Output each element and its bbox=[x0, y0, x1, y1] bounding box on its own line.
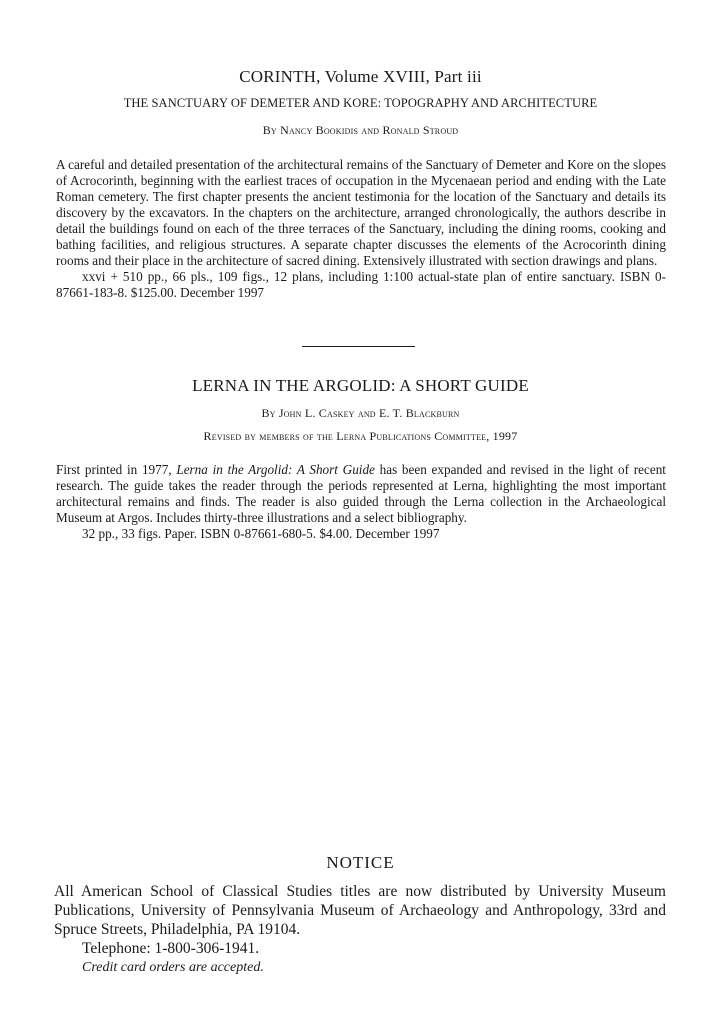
notice-title: NOTICE bbox=[326, 853, 395, 872]
lerna-title: LERNA IN THE ARGOLID: A SHORT GUIDE bbox=[192, 376, 529, 395]
lerna-byline: By John L. Caskey and E. T. Blackburn bbox=[261, 406, 460, 420]
corinth-details: xxvi + 510 pp., 66 pls., 109 figs., 12 plans, including 1:100 actual-state plan of entire sanctuary. ISBN 0-87661-183-8. $125.00. December 1997 bbox=[56, 269, 666, 300]
lerna-description bbox=[56, 462, 666, 526]
lerna-book-title: Lerna in the Argolid: A Short Guide bbox=[176, 462, 375, 477]
notice-telephone: Telephone: 1-800-306-1941. bbox=[82, 940, 260, 957]
corinth-subtitle: THE SANCTUARY OF DEMETER AND KORE: TOPOGRAPHY AND ARCHITECTURE bbox=[123, 96, 598, 110]
corinth-body bbox=[56, 157, 666, 301]
corinth-byline: By Nancy Bookidis and Ronald Stroud bbox=[262, 123, 459, 137]
lerna-description-rest: has been expanded and revised in the light of recent research. The guide takes the reader through the periods represented at Lerna, highlighting the most important architectural remains and finds. The reader is also guided through the Lerna collection in the Archaeological Museum at Argos. Includes thirty-three illustrations and a select bibliography. bbox=[56, 462, 666, 525]
lerna-description-intro: First printed in 1977, bbox=[56, 462, 177, 477]
lerna-revised: Revised by members of the Lerna Publications Committee, 1997 bbox=[203, 429, 518, 443]
notice-credit: Credit card orders are accepted. bbox=[82, 960, 264, 975]
lerna-body bbox=[56, 462, 666, 542]
lerna-details: 32 pp., 33 figs. Paper. ISBN 0-87661-680-5. $4.00. December 1997 bbox=[82, 526, 440, 541]
notice-text: All American School of Classical Studies titles are now distributed by University Museum Publications, University of Pennsylvania Museum of Archaeology and Anthropology, 33rd and Spruce Streets, Philadelphia, PA 19104. bbox=[54, 883, 666, 938]
section-divider bbox=[302, 346, 415, 347]
notice-body bbox=[54, 882, 666, 977]
corinth-title: CORINTH, Volume XVIII, Part iii bbox=[239, 67, 482, 86]
corinth-description: A careful and detailed presentation of the architectural remains of the Sanctuary of Demeter and Kore on the slopes of Acrocorinth, beginning with the earliest traces of occupation in the Mycenaean period and ending with the Late Roman cemetery. The first chapter presents the ancient testimonia for the location of the Sanctuary and details its discovery by the excavators. In the chapters on the architecture, arranged chronologically, the authors describe in detail the buildings found on each of the three terraces of the Sanctuary, including the dining rooms, cooking and bathing facilities, and religious structures. A separate chapter discusses the elements of the Acrocorinth dining rooms and their place in the architecture of sacred dining. Extensively illustrated with section drawings and plans. bbox=[56, 157, 666, 268]
